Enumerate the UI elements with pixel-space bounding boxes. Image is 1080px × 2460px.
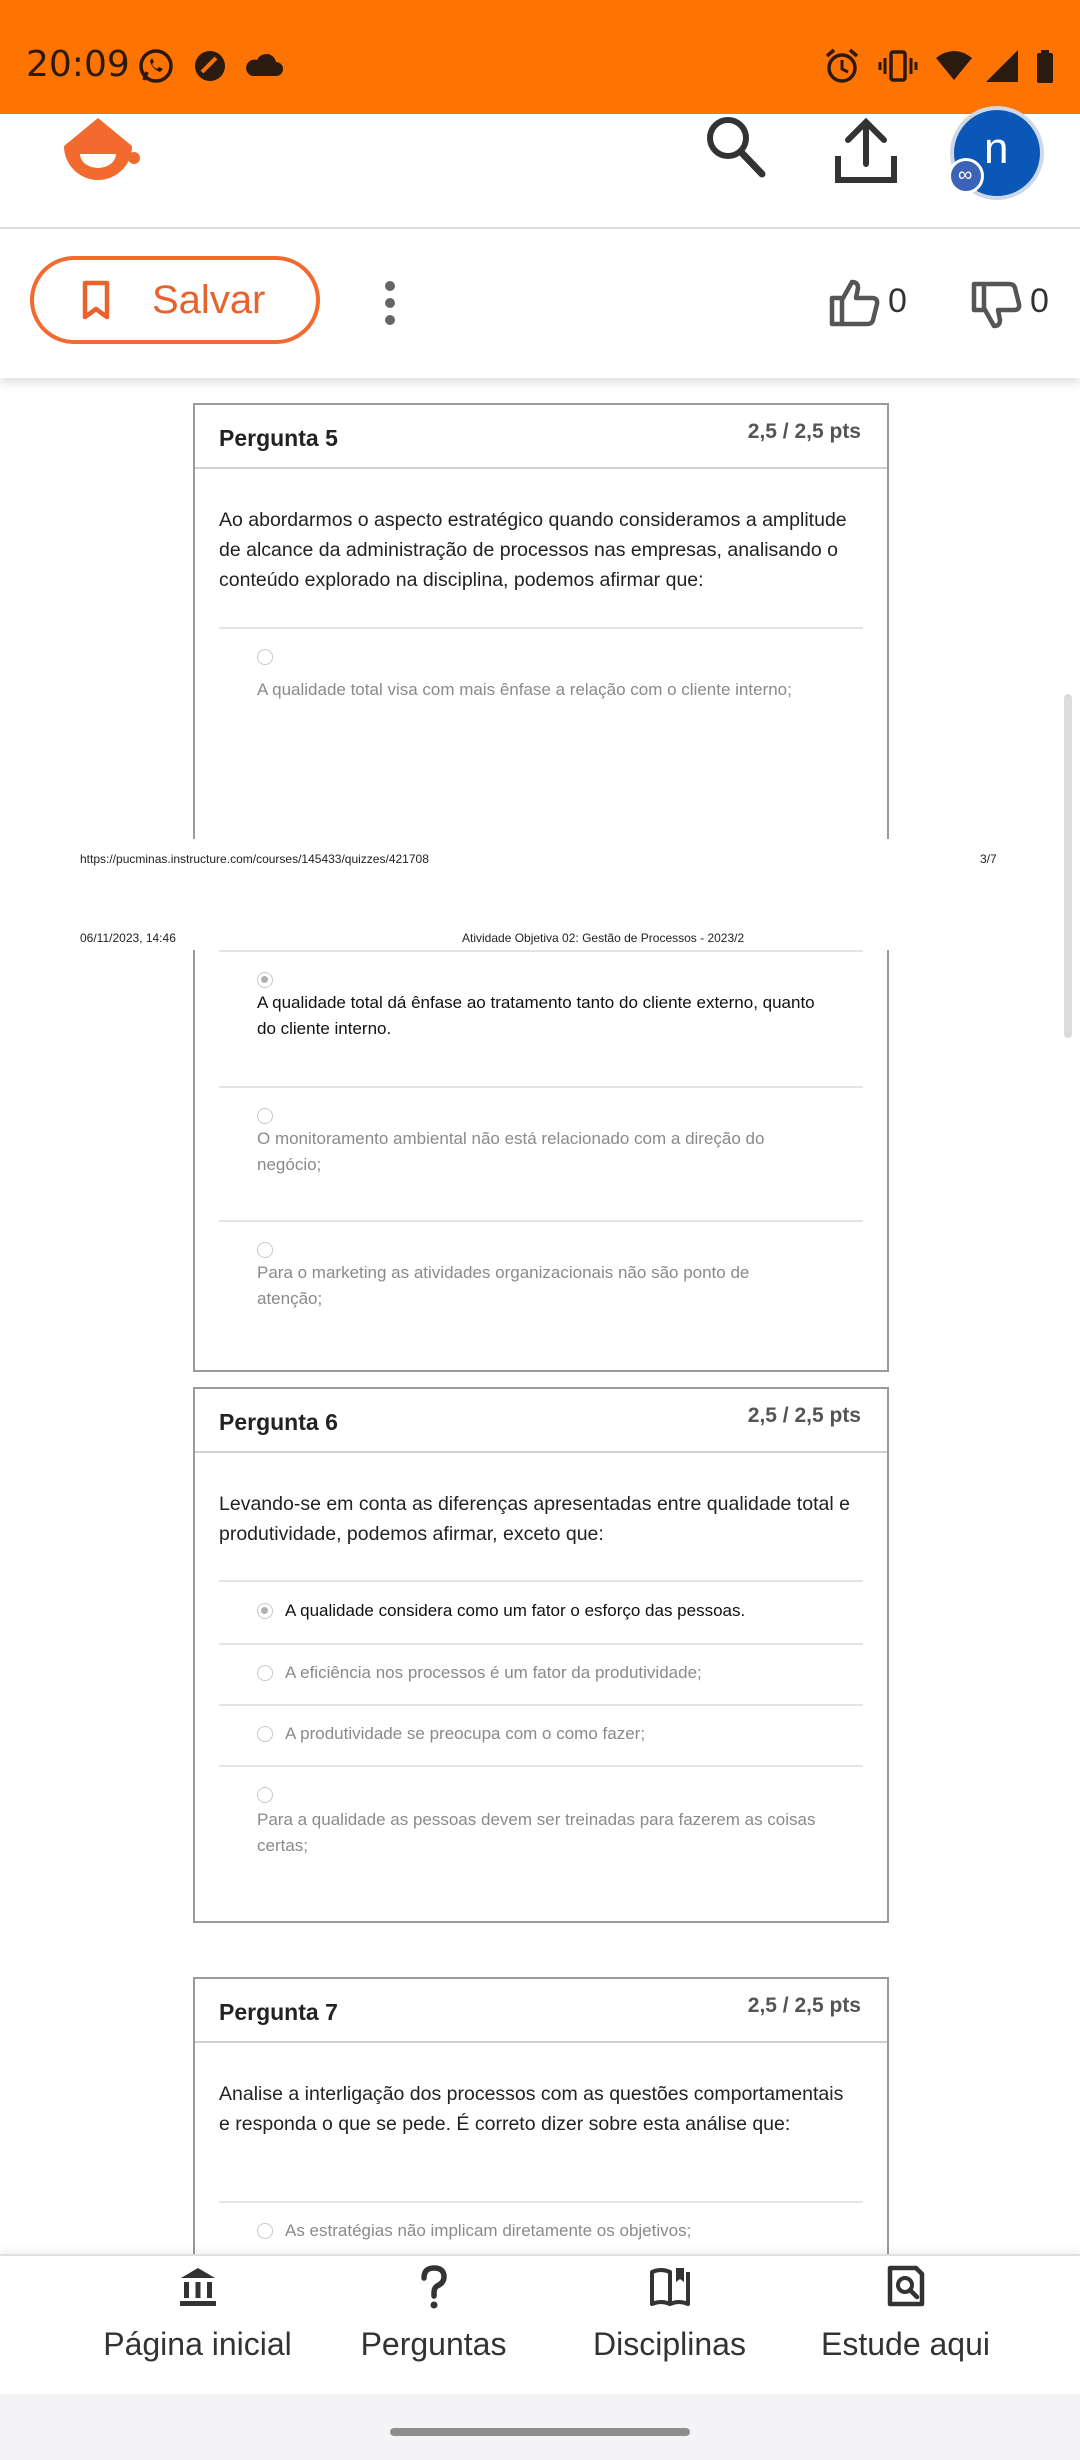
divider	[219, 1765, 863, 1767]
divider	[219, 950, 863, 952]
radio-button[interactable]	[257, 1787, 273, 1803]
answer-option: O monitoramento ambiental não está relacionado com a direção do negócio;	[257, 1129, 765, 1174]
alarm-icon	[822, 46, 862, 86]
nav-home[interactable]	[80, 2256, 315, 2396]
divider	[219, 2201, 863, 2203]
radio-button[interactable]	[257, 1242, 273, 1258]
print-footer-page: 3/7	[980, 852, 997, 866]
status-time: 20:09	[26, 44, 130, 85]
answer-option: A produtividade se preocupa com o como fazer;	[285, 1724, 646, 1743]
answer-option: Para o marketing as atividades organizacionais não são ponto de atenção;	[257, 1263, 750, 1308]
question-points: 2,5 / 2,5 pts	[747, 420, 861, 443]
signal-icon	[982, 46, 1022, 86]
question-text: Analise a interligação dos processos com as questões comportamentais e responda o que se pede. É correto dizer sobre esta análise que:	[219, 2083, 844, 2135]
answer-option: Para a qualidade as pessoas devem ser treinadas para fazerem as coisas certas;	[257, 1810, 816, 1855]
scrollbar[interactable]	[1064, 694, 1072, 1038]
share-upload-icon[interactable]	[832, 118, 900, 188]
save-button[interactable]	[30, 256, 320, 344]
nav-disciplines[interactable]	[552, 2256, 787, 2396]
print-header-title: Atividade Objetiva 02: Gestão de Processos - 2023/2	[462, 931, 745, 945]
answer-option: As estratégias não implicam diretamente os objetivos;	[285, 2221, 692, 2240]
answer-option-selected: A qualidade total dá ênfase ao tratamento tanto do cliente externo, quanto do cliente interno.	[257, 993, 815, 1038]
nav-label: Estude aqui	[820, 2326, 990, 2362]
question-header	[195, 1979, 887, 2043]
app-notification-icon	[190, 46, 230, 86]
avatar-initial: n	[984, 124, 1009, 173]
radio-button[interactable]	[257, 1726, 273, 1742]
vibrate-icon	[878, 46, 918, 86]
bottom-nav	[0, 2254, 1080, 2394]
app-logo-icon[interactable]	[58, 114, 142, 184]
divider	[219, 1643, 863, 1645]
nav-questions[interactable]	[316, 2256, 551, 2396]
thumbs-up-icon[interactable]	[826, 274, 882, 330]
radio-button[interactable]	[257, 2223, 273, 2239]
bank-icon	[177, 2264, 219, 2310]
cloud-icon	[244, 46, 284, 86]
radio-button-selected[interactable]	[257, 972, 273, 988]
radio-button[interactable]	[257, 1108, 273, 1124]
radio-button[interactable]	[257, 1665, 273, 1681]
answer-option: A qualidade total visa com mais ênfase a relação com o cliente interno;	[257, 680, 792, 699]
nav-label: Perguntas	[360, 2326, 507, 2362]
nav-study-here[interactable]	[788, 2256, 1023, 2396]
question-title: Pergunta 5	[219, 425, 338, 451]
likes-count: 0	[888, 282, 907, 320]
divider	[219, 627, 863, 629]
wifi-icon	[934, 46, 974, 86]
search-icon[interactable]	[700, 114, 770, 184]
divider	[219, 1704, 863, 1706]
question-header	[195, 405, 887, 469]
nav-label: Disciplinas	[593, 2326, 746, 2362]
question-title: Pergunta 7	[219, 1999, 338, 2025]
answer-option: A eficiência nos processos é um fator da produtividade;	[285, 1663, 702, 1682]
print-header-date: 06/11/2023, 14:46	[80, 931, 176, 945]
question-card-7	[193, 1977, 889, 2277]
divider	[219, 1220, 863, 1222]
gesture-bar	[0, 2394, 1080, 2460]
save-button-label: Salvar	[152, 278, 266, 322]
action-bar	[0, 232, 1080, 378]
status-bar	[0, 0, 1080, 114]
nav-label: Página inicial	[103, 2326, 292, 2362]
question-header	[195, 1389, 887, 1453]
question-text: Ao abordarmos o aspecto estratégico quando consideramos a amplitude de alcance da administração de processos nas empresas, analisando o conteúdo explorado na disciplina, podemos afirmar que:	[219, 509, 847, 591]
divider	[219, 1086, 863, 1088]
more-options-icon[interactable]	[380, 278, 400, 328]
answer-option-selected: A qualidade considera como um fator o esforço das pessoas.	[285, 1601, 746, 1620]
home-gesture-handle[interactable]	[390, 2428, 690, 2436]
question-points: 2,5 / 2,5 pts	[747, 1994, 861, 2017]
bookmark-icon	[80, 280, 112, 320]
print-footer-url: https://pucminas.instructure.com/courses/145433/quizzes/421708	[80, 852, 429, 866]
question-card-5-continued	[193, 950, 889, 1372]
question-mark-icon	[413, 2264, 455, 2310]
whatsapp-icon	[136, 46, 176, 86]
radio-button-selected[interactable]	[257, 1603, 273, 1619]
dislikes-count: 0	[1030, 282, 1049, 320]
thumbs-down-icon[interactable]	[968, 278, 1024, 334]
pacifier-badge-icon: ∞	[948, 158, 984, 194]
question-points: 2,5 / 2,5 pts	[747, 1404, 861, 1427]
question-card-5	[193, 403, 889, 839]
app-header	[0, 114, 1080, 229]
question-title: Pergunta 6	[219, 1409, 338, 1435]
divider	[219, 1580, 863, 1582]
battery-icon	[1030, 46, 1070, 86]
radio-button[interactable]	[257, 649, 273, 665]
open-book-icon	[649, 2264, 691, 2310]
question-text: Levando-se em conta as diferenças apresentadas entre qualidade total e produtividade, podemos afirmar, exceto que:	[219, 1493, 850, 1545]
question-card-6	[193, 1387, 889, 1923]
search-doc-icon	[885, 2264, 927, 2310]
